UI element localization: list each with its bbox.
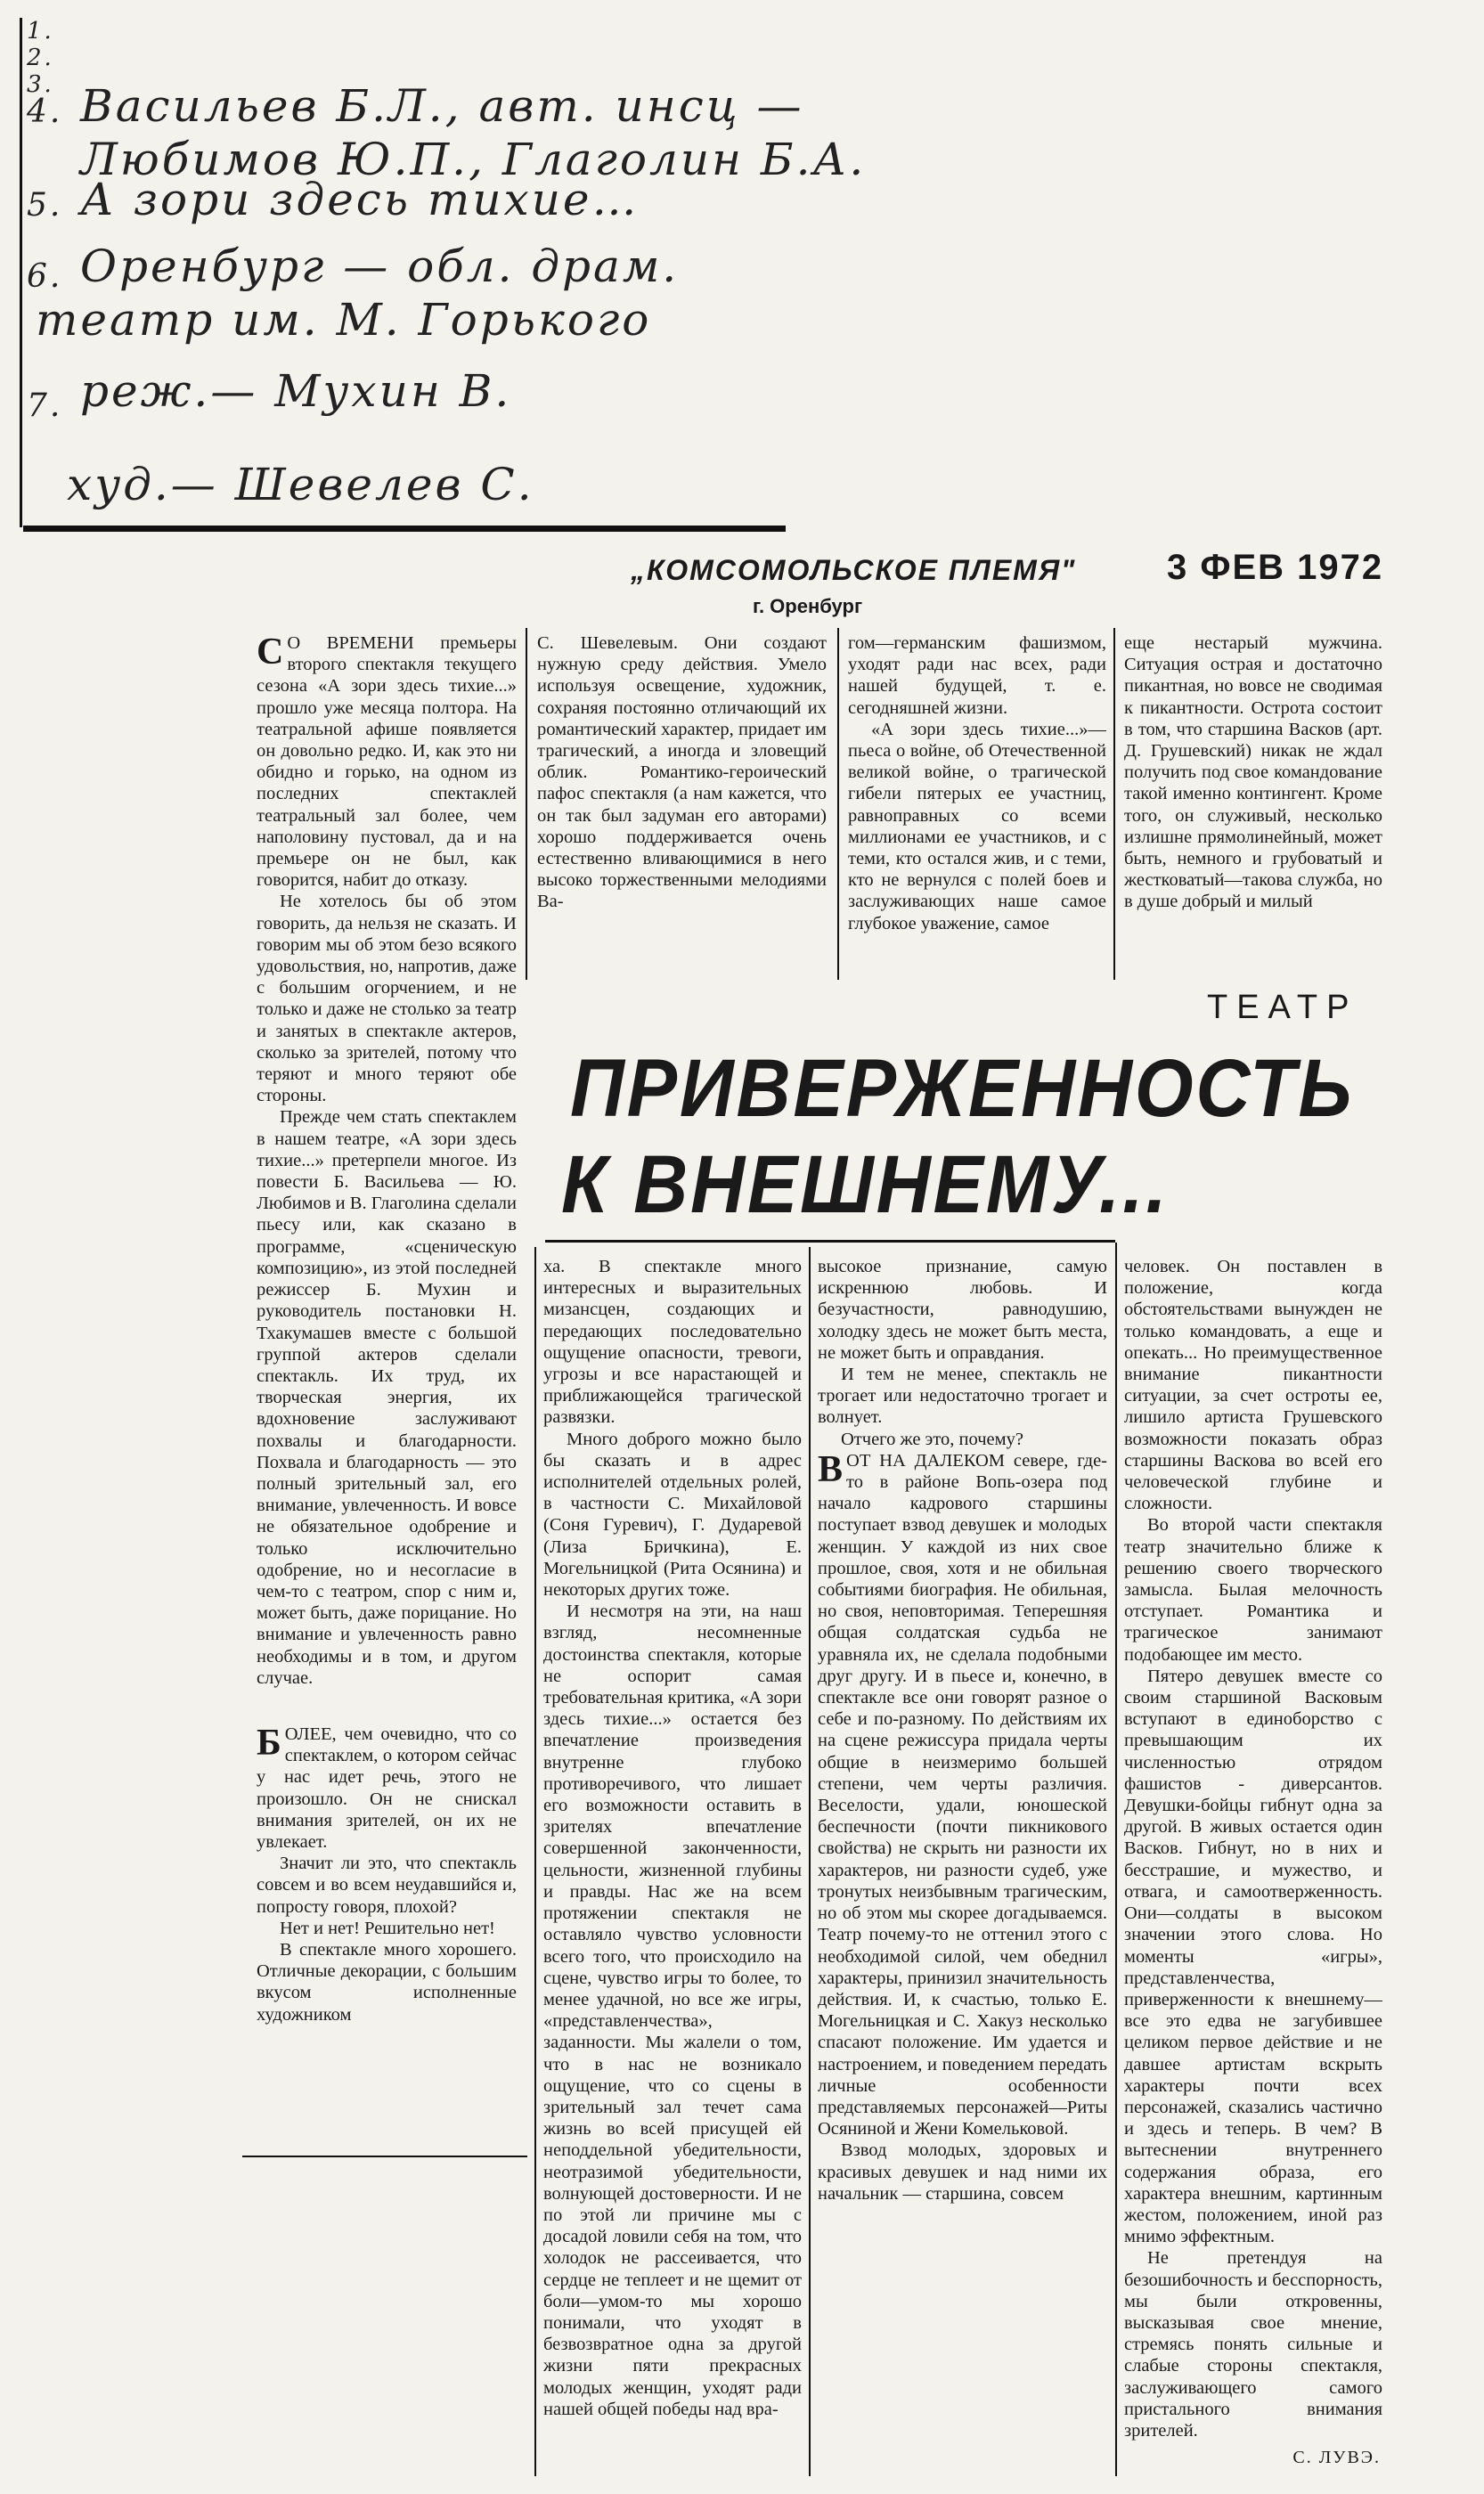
paragraph: Значит ли это, что спектакль совсем и во всем неудавшийся и, попросту говоря, плохой? (257, 1854, 517, 1917)
paragraph: ОТ НА ДАЛЕКОМ севере, где-то в районе Вопь-озера под начало кадрового старшины поступает взвод девушек и молодых женщин. У каждой из них свое прошлое, своя, хотя и не обильная событиями биография. Не обильная, но своя, неповторимая. Теперешняя общая солдатская судьба не уравняла их, не сделала подобными друг другу. И в пьесе и, конечно, в спектакле все они говорят разное о себе и по-разному. По действиям их на сцене режиссура придала черты общие в неизмеримо большей степени, чем черты различия. Веселости, удали, юношеской беспечности (почти пикникового свойства) не скрыть ни разности их характеров, ни разности судеб, уже тронутых неизбывным трагическим, но об этом мы скорее догадываемся. Театр почему-то не оттенил этого с необходимой силой, чем обеднил характеры, принизил значительность действия. И, к счастью, только Е. Могельницкая и С. Хакуз несколько спасают положение. Им удается и настроением, и поведением передать личные особенности представляемых персонажей—Риты Осяниной и Жени Комельковой. (818, 1450, 1107, 2139)
card-bottom-rule (23, 526, 786, 532)
column-rule (534, 1247, 536, 2476)
article-column-3 (848, 632, 1106, 980)
paragraph: Взвод молодых, здоровых и красивых девушек и над ними их начальник — старшина, совсем (818, 2140, 1107, 2204)
card-title: А зори здесь тихие… (80, 174, 640, 225)
paragraph: В спектакле много хорошего. Отличные декорации, с большим вкусом исполненные художником (257, 1940, 517, 2025)
drop-cap: Б (257, 1724, 281, 1764)
article-column-2 (537, 632, 827, 980)
card-theatre: Оренбург — обл. драм. (80, 240, 680, 292)
card-designer: худ.— Шевелев С. (67, 459, 534, 510)
card-num-7: 7. (27, 387, 63, 424)
rubric-theatre: ТЕАТР (1207, 989, 1358, 1026)
card-authors-cont: Любимов Ю.П., Глаголин Б.А. (80, 134, 867, 185)
paragraph: И тем не менее, спектакль не трогает или недостаточно трогает и волнует. (818, 1365, 1107, 1428)
card-director: реж.— Мухин В. (80, 365, 512, 417)
paragraph: ОЛЕЕ, чем очевидно, что со спектаклем, о котором сейчас у нас идет речь, этого не произошло. Он не снискал внимания зрителей, он их не увлекает. (257, 1724, 517, 1853)
paragraph: Не хотелось бы об этом говорить, да нельзя не сказать. И говорим мы об этом безо всякого удовольствия, но, напротив, даже с большим огорчением, и не только и даже не столько за театр и занятых в спектакле актеров, сколько за зрителей, потому что теряют и много теряют обе стороны. (257, 892, 517, 1106)
paragraph: И несмотря на эти, на наш взгляд, несомненные достоинства спектакля, которые не оспорит самая требовательная критика, «А зори здесь тихие...» остается без впечатление произведения внутренне глубоко противоречивого, что лишает его возможности оставить в зрителях впечатление совершенной законченности, цельности, жизненной глубины и правды. Нас же на всем протяжении спектакля не оставляло чувство условности всего того, что происходило на сцене, чувство игры то более, то менее удачной, но все же игры, «представленчества», заданности. Мы жалели о том, что в нас не возникало ощущение, что со сцены в зрительный зал течет сама жизнь во всей присущей ей неподдельной убедительности, неотразимой убедительности, волнующей достоверности. И не по этой ли причине мы с досадой ловили себя на том, что холодок не рассеивается, что сердце не теплеет и не щемит от боли—умом-то мы хорошо понимали, что уходят в безвозвратное одна за другой жизни пяти прекрасных молодых женщин, уходят ради нашей общей победы над вра- (543, 1602, 802, 2419)
paragraph: Отчего же это, почему? (841, 1429, 1023, 1449)
article-column-7 (1124, 1256, 1382, 2441)
card-num-4: 4. (27, 94, 63, 130)
paragraph: Прежде чем стать спектаклем в нашем театре, «А зори здесь тихие...» претерпели многое. Из повести Б. Васильева — Ю. Любимов и В. Глаголина сделали пьесу или, как сказано в программе, «сценическую композицию», из этой последней режиссер Б. Мухин и руководитель постановки Н. Тхакумашев вместе с большой группой актеров сделали спектакль. Их труд, их творческая энергия, их вдохновение заслуживают похвалы и благодарности. Похвала и благодарность — это полный зрительный зал, его внимание, увлеченность. И вовсе не обязательное одобрение и только исключительно одобрение, но и несогласие в чем-то с театром, спор с ним и, может быть, даже порицание. Но внимание и увлеченность равно необходимы и в том, и другом случае. (257, 1107, 517, 1688)
column-rule (1115, 1243, 1117, 2476)
article-column-4 (1124, 632, 1382, 966)
card-num-6: 6. (27, 258, 63, 295)
column-rule (526, 628, 527, 980)
article-column-6 (818, 1256, 1107, 2481)
article-column-1 (257, 632, 517, 1719)
newspaper-city: г. Оренбург (753, 595, 863, 617)
column-rule (809, 1247, 811, 2476)
paragraph: Пятеро девушек вместе со своим старшиной Васковым вступают в единоборство с превышающим их численностью отрядом фашистов - диверсантов. Девушки-бойцы гибнут одна за другой. В живых остается один Васков. Гибнут, но в них и бесстрашие, и мужество, и отвага, и самоотверженность. Они—солдаты в высоком значении этого слова. Но моменты «игры», представленчества, приверженности к внешнему—все это едва не загубившее целиком первое действие и не давшее артистам вскрыть характеры почти всех персонажей, сказались частично и здесь и теперь. В чем? В вытеснении внутреннего содержания образа, его характера внешним, картинным жестом, положением, иной раз мнимо эффектным. (1124, 1666, 1382, 2247)
column-rule (1113, 628, 1115, 980)
paragraph: человек. Он поставлен в положение, когда обстоятельствами вынужден не только командовать, а еще и опекать... Но преимущественное внимание пикантности ситуации, за счет остроты ее, лишило артиста Грушевского возможности показать образ старшины Васкова во всей его человеческой глубине и сложности. (1124, 1257, 1382, 1514)
paragraph: О ВРЕМЕНИ премьеры второго спектакля текущего сезона «А зори здесь тихие...» прошло уже месяца полтора. На театральной афише появляется он довольно редко. И, как это ни обидно и горько, на одном из последних спектаклей театральный зал более, чем наполовину пустовал, да и на премьере он не был, как говорится, набит до отказу. (257, 633, 517, 891)
card-left-border (20, 18, 22, 527)
drop-cap: С (257, 632, 284, 672)
newspaper-masthead: „КОМСОМОЛЬСКОЕ ПЛЕМЯ" (631, 554, 1077, 586)
paragraph: Во второй части спектакля театр значительно ближе к решению своего творческого замысла. Былая мелочность отступает. Романтика и трагическое занимают подобающее им место. (1124, 1515, 1382, 1665)
headline-line-1: ПРИВЕРЖЕННОСТЬ (570, 1043, 1355, 1134)
author-signature: С. ЛУВЭ. (1292, 2448, 1381, 2467)
date-stamp: 3 ФЕВ 1972 (1167, 548, 1384, 587)
column-rule (242, 2156, 527, 2157)
paragraph: «А зори здесь тихие...»— пьеса о войне, об Отечественной великой войне, о трагической гибели пятерых ее участниц, равноправных со всеми миллионами ее участников, и с теми, кто остался жив, и с теми, кто не вернулся с полей боев и заслуживающих наше самое глубокое уважение, самое (848, 719, 1106, 933)
paragraph: еще нестарый мужчина. Ситуация острая и достаточно пикантная, но вовсе не сводимая к пикантности. Острота состоит в том, что старшина Васков (арт. Д. Грушевский) никак не ждал получить под свое командование такой именно контингент. Кроме того, он служивый, несколько излишне прямолинейный, может быть, немного и грубоватый и жестковатый—такова служба, но в душе добрый и милый (1124, 633, 1382, 912)
card-num-2: 2. (27, 45, 54, 71)
article-column-5 (543, 1256, 802, 2481)
column-rule (545, 1240, 1115, 1243)
paragraph: ха. В спектакле много интересных и выразительных мизансцен, создающих и передающих последовательно ощущение опасности, тревоги, угрозы и все нарастающей и приближающейся трагической развязки. (543, 1257, 802, 1428)
card-authors: Васильев Б.Л., авт. инсц — (80, 80, 804, 132)
paragraph: Нет и нет! Решительно нет! (280, 1918, 495, 1938)
paragraph: Много доброго можно было бы сказать и в адрес исполнителей отдельных ролей, в частности С. Михайловой (Соня Гуревич), Г. Дударевой (Лиза Бричкина), Е. Могельницкой (Рита Осянина) и некоторых других тоже. (543, 1429, 802, 1601)
column-rule (837, 628, 839, 980)
card-num-5: 5. (27, 187, 63, 224)
drop-cap: В (818, 1448, 844, 1490)
card-num-1: 1. (27, 18, 54, 45)
card-theatre-cont: театр им. М. Горького (36, 294, 652, 346)
paragraph: гом—германским фашизмом, уходят ради нас всех, ради нашей будущей, т. е. сегодняшней жизни. (848, 633, 1106, 718)
paragraph: Не претендуя на безошибочность и бесспорность, мы были откровенны, высказывая свое мнение, стремясь понять сильные и слабые стороны спектакля, заслуживающего самого пристального внимания зрителей. (1124, 2248, 1382, 2441)
article-column-1b (257, 1724, 517, 2147)
headline-line-2: К ВНЕШНЕМУ... (561, 1139, 1170, 1230)
paragraph: высокое признание, самую искреннюю любовь. И безучастности, равнодушию, холодку здесь не может быть места, не может быть и оправдания. (818, 1257, 1107, 1363)
paragraph: С. Шевелевым. Они создают нужную среду действия. Умело используя освещение, художник, сохраняя постоянно отличающий их романтический характер, придает им трагический, а иногда и зловещий облик. Романтико-героический пафос спектакля (а нам кажется, что он так был задуман его авторами) хорошо поддерживается очень естественно вливающимися в него высоко торжественными мелодиями Ва- (537, 633, 827, 912)
card-num-3: 3. (27, 71, 54, 98)
